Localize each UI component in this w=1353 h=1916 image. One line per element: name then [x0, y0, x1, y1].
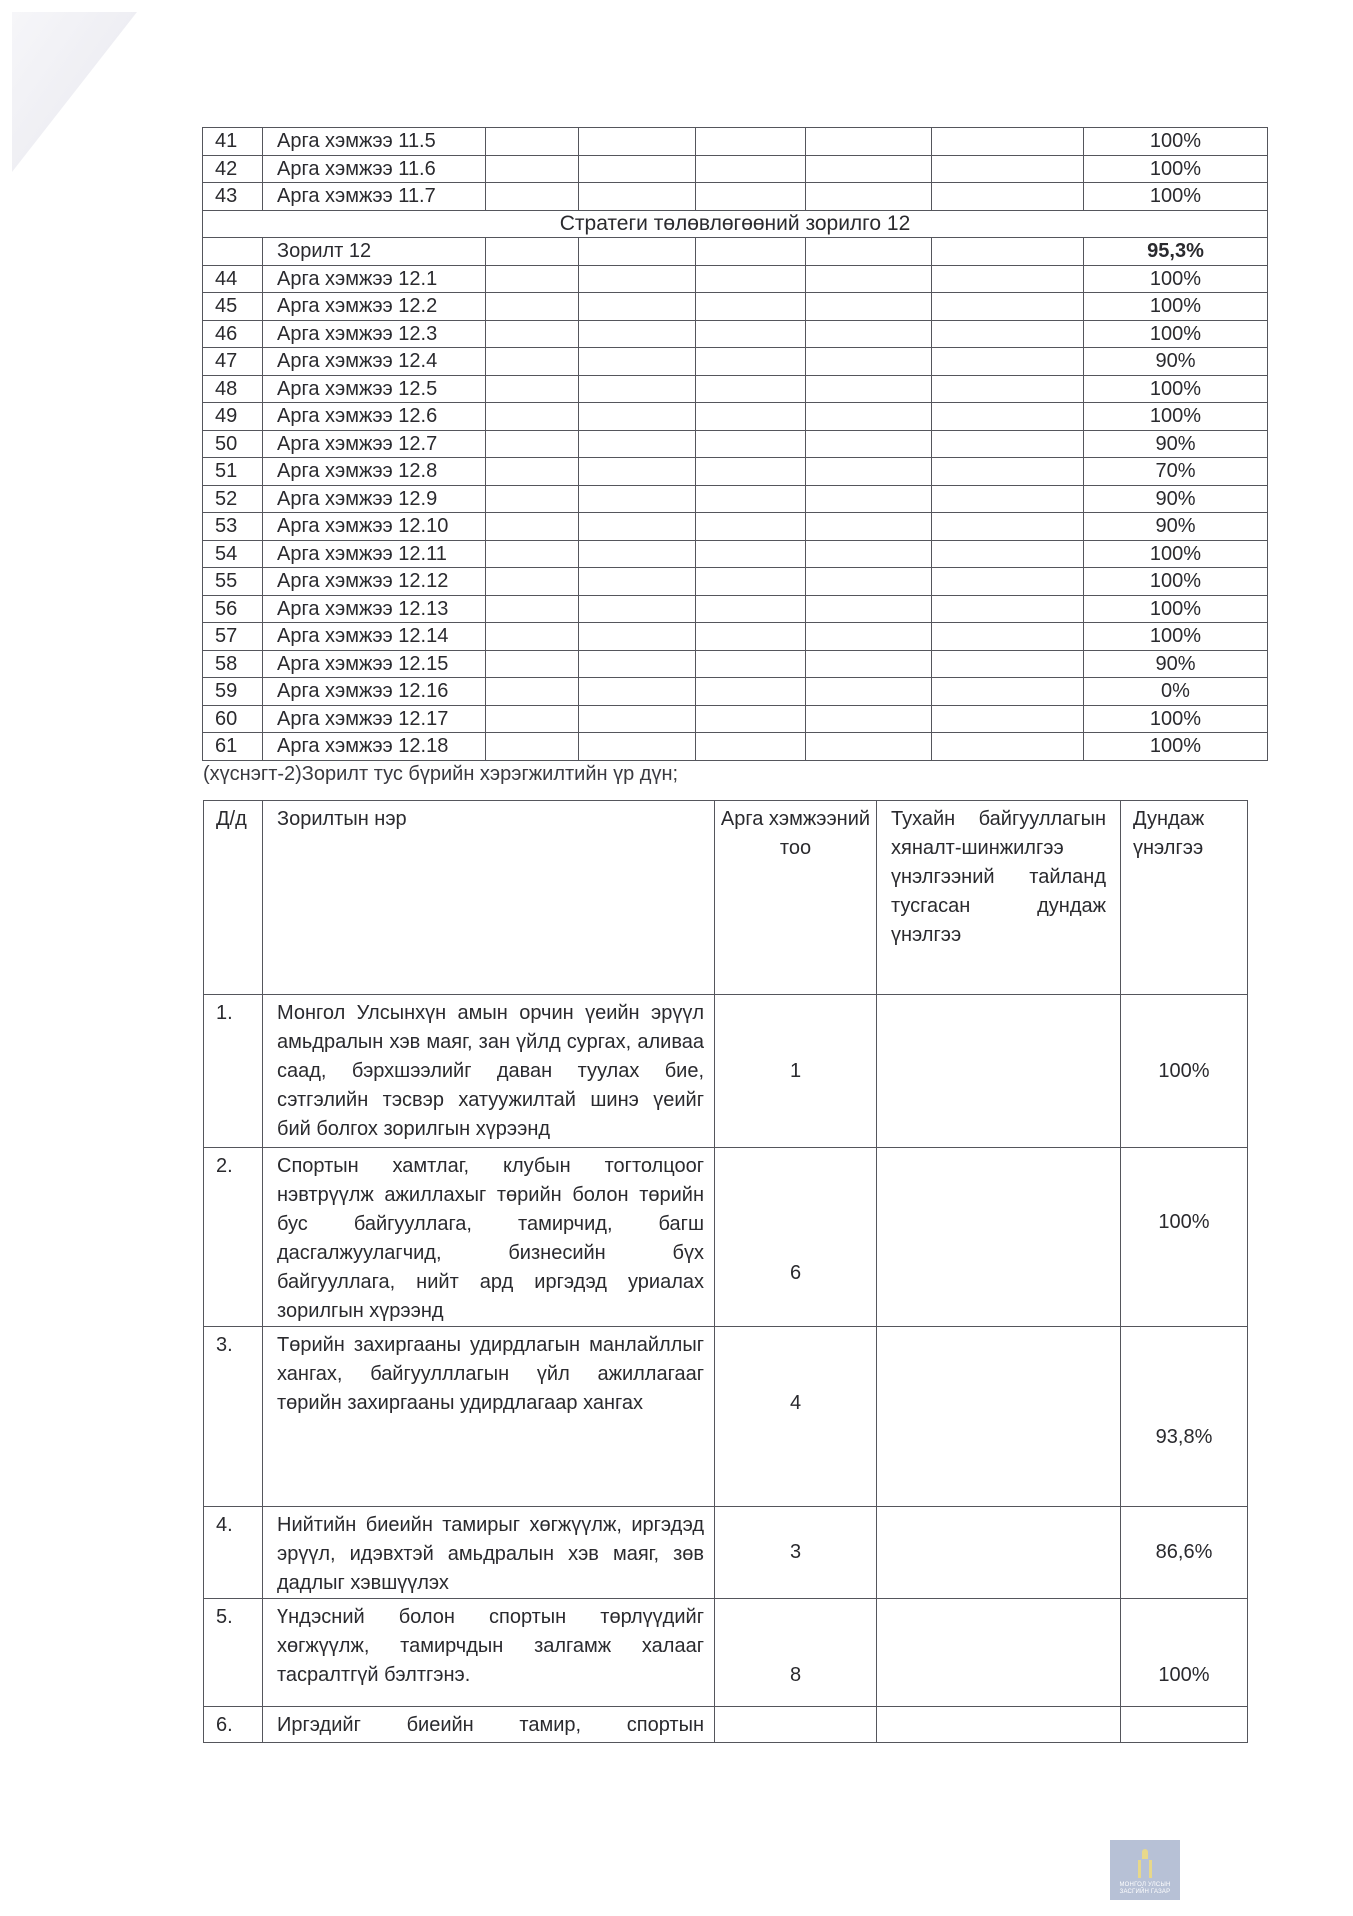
measure-name: Арга хэмжээ 12.7 — [263, 430, 486, 458]
measure-percent: 100% — [1084, 320, 1268, 348]
table-row — [203, 348, 1268, 376]
measure-name: Арга хэмжээ 12.13 — [263, 595, 486, 623]
page-corner-fold — [12, 12, 137, 172]
header-average: Дундаж үнэлгээ — [1121, 801, 1248, 995]
row-number: 44 — [203, 265, 263, 293]
row-number: 47 — [203, 348, 263, 376]
table-row — [203, 430, 1268, 458]
measure-percent: 100% — [1084, 375, 1268, 403]
row-number: 52 — [203, 485, 263, 513]
table-row — [203, 155, 1268, 183]
measure-percent: 90% — [1084, 430, 1268, 458]
report-avg — [877, 1148, 1121, 1327]
table-row — [203, 595, 1268, 623]
header-goal-name: Зорилтын нэр — [263, 801, 715, 995]
measure-name: Арга хэмжээ 12.10 — [263, 513, 486, 541]
table-row — [203, 733, 1268, 761]
table-row — [203, 540, 1268, 568]
table-row — [203, 513, 1268, 541]
measure-percent: 70% — [1084, 458, 1268, 486]
measure-name: Арга хэмжээ 11.5 — [263, 128, 486, 156]
measure-name: Арга хэмжээ 12.1 — [263, 265, 486, 293]
measure-percent: 90% — [1084, 650, 1268, 678]
measure-count: 3 — [715, 1507, 877, 1599]
measure-name: Арга хэмжээ 12.14 — [263, 623, 486, 651]
row-number: 58 — [203, 650, 263, 678]
row-number: 42 — [203, 155, 263, 183]
report-avg — [877, 1707, 1121, 1743]
measure-percent: 100% — [1084, 293, 1268, 321]
average-score: 93,8% — [1121, 1327, 1248, 1507]
table-row — [204, 1707, 1248, 1743]
measure-count: 4 — [715, 1327, 877, 1507]
measures-table — [202, 127, 1268, 761]
table-row — [203, 485, 1268, 513]
section-title: Стратеги төлөвлөгөөний зорилго 12 — [203, 210, 1268, 238]
measure-count: 1 — [715, 995, 877, 1148]
measure-percent: 90% — [1084, 485, 1268, 513]
measure-name: Арга хэмжээ 12.9 — [263, 485, 486, 513]
table-row — [203, 678, 1268, 706]
row-number: 59 — [203, 678, 263, 706]
measure-name: Арга хэмжээ 12.18 — [263, 733, 486, 761]
government-logo — [1110, 1840, 1180, 1900]
row-number: 51 — [203, 458, 263, 486]
row-index: 5. — [204, 1599, 263, 1707]
measure-name: Арга хэмжээ 12.6 — [263, 403, 486, 431]
goal-text: Иргэдийг биеийн тамир, спортын — [263, 1707, 715, 1743]
measure-name: Арга хэмжээ 12.16 — [263, 678, 486, 706]
measure-percent: 100% — [1084, 595, 1268, 623]
header-index: Д/д — [204, 801, 263, 995]
row-number: 46 — [203, 320, 263, 348]
measure-percent: 100% — [1084, 733, 1268, 761]
measure-percent: 100% — [1084, 540, 1268, 568]
measure-name: Арга хэмжээ 11.7 — [263, 183, 486, 211]
measure-name: Арга хэмжээ 12.11 — [263, 540, 486, 568]
measure-percent: 90% — [1084, 513, 1268, 541]
row-number: 50 — [203, 430, 263, 458]
goals-summary-table — [203, 800, 1248, 1743]
measure-percent: 0% — [1084, 678, 1268, 706]
logo-line2: ЗАСГИЙН ГАЗАР — [1119, 1889, 1171, 1895]
goal-text: Нийтийн биеийн тамирыг хөгжүүлж, иргэдэд эрүүл, идэвхтэй амьдралын хэв маяг, зөв дадлыг хэвшүүлэх — [263, 1507, 715, 1599]
section-title-row — [203, 210, 1268, 238]
measure-percent: 100% — [1084, 155, 1268, 183]
row-index: 4. — [204, 1507, 263, 1599]
row-index: 3. — [204, 1327, 263, 1507]
goal-text: Төрийн захиргааны удирдлагын манлайллыг хангах, байгуулллагын үйл ажиллагааг төрийн захиргааны удирдлагаар хангах — [263, 1327, 715, 1507]
measure-name: Арга хэмжээ 12.17 — [263, 705, 486, 733]
measure-name: Арга хэмжээ 12.12 — [263, 568, 486, 596]
report-avg — [877, 995, 1121, 1148]
row-number: 56 — [203, 595, 263, 623]
table-row — [204, 1507, 1248, 1599]
table-caption: (хүснэгт-2)Зорилт тус бүрийн хэрэгжилтийн үр дүн; — [203, 763, 679, 785]
row-number: 48 — [203, 375, 263, 403]
row-number: 49 — [203, 403, 263, 431]
table-row — [204, 1327, 1248, 1507]
goal-text: Үндэсний болон спортын төрлүүдийг хөгжүүлж, тамирчдын залгамж халааг тасралтгүй бэлтгэнэ. — [263, 1599, 715, 1707]
table-row — [203, 320, 1268, 348]
measure-name: Арга хэмжээ 12.15 — [263, 650, 486, 678]
measure-percent: 90% — [1084, 348, 1268, 376]
table-row — [204, 995, 1248, 1148]
table-row — [203, 128, 1268, 156]
goal-text: Спортын хамтлаг, клубын тогтолцоог нэвтрүүлж ажиллахыг төрийн болон төрийн бус байгууллага, тамирчид, багш дасгалжуулагчид, бизнесийн бүх байгууллага, нийт ард иргэдэд уриалах зорилгын хүрээнд — [263, 1148, 715, 1327]
measure-name: Арга хэмжээ 12.3 — [263, 320, 486, 348]
measure-name: Арга хэмжээ 12.5 — [263, 375, 486, 403]
measure-percent: 100% — [1084, 623, 1268, 651]
measure-name: Арга хэмжээ 12.2 — [263, 293, 486, 321]
goal-row — [203, 238, 1268, 266]
report-avg — [877, 1327, 1121, 1507]
measure-count: 6 — [715, 1148, 877, 1327]
report-avg — [877, 1599, 1121, 1707]
table-header-row — [204, 801, 1248, 995]
row-number: 53 — [203, 513, 263, 541]
table-row — [203, 705, 1268, 733]
table-row — [203, 403, 1268, 431]
table-row — [203, 265, 1268, 293]
measure-name: Арга хэмжээ 11.6 — [263, 155, 486, 183]
row-number — [203, 238, 263, 266]
goal-text: Монгол Улсынхүн амын орчин үеийн эрүүл амьдралын хэв маяг, зан үйлд сургах, аливаа саад, бэрхшээлийг даван туулах бие, сэтгэлийн тэсвэр хатуужилтай шинэ үеийг бий болгох зорилгын хүрээнд — [263, 995, 715, 1148]
logo-text — [1119, 1882, 1170, 1896]
measure-percent: 100% — [1084, 265, 1268, 293]
measure-percent: 100% — [1084, 568, 1268, 596]
table-row — [203, 568, 1268, 596]
table-row — [204, 1599, 1248, 1707]
row-index: 1. — [204, 995, 263, 1148]
average-score: 100% — [1121, 1148, 1248, 1327]
table-row — [203, 650, 1268, 678]
average-score: 86,6% — [1121, 1507, 1248, 1599]
row-number: 45 — [203, 293, 263, 321]
row-number: 57 — [203, 623, 263, 651]
logo-line1: МОНГОЛ УЛСЫН — [1119, 1882, 1171, 1888]
header-org-report-avg: Тухайн байгууллагын хяналт-шинжилгээ үнэлгээний тайланд тусгасан дундаж үнэлгээ — [877, 801, 1121, 995]
average-score: 100% — [1121, 1599, 1248, 1707]
row-number: 60 — [203, 705, 263, 733]
row-number: 61 — [203, 733, 263, 761]
row-index: 2. — [204, 1148, 263, 1327]
goal-percent: 95,3% — [1084, 238, 1268, 266]
table-row — [203, 375, 1268, 403]
row-number: 41 — [203, 128, 263, 156]
measure-percent: 100% — [1084, 403, 1268, 431]
measure-name: Арга хэмжээ 12.8 — [263, 458, 486, 486]
measure-count — [715, 1707, 877, 1743]
header-measure-count: Арга хэмжээний тоо — [715, 801, 877, 995]
table-row — [203, 458, 1268, 486]
measure-count: 8 — [715, 1599, 877, 1707]
row-number: 43 — [203, 183, 263, 211]
table-row — [203, 623, 1268, 651]
average-score — [1121, 1707, 1248, 1743]
table-row — [204, 1148, 1248, 1327]
measure-name: Арга хэмжээ 12.4 — [263, 348, 486, 376]
table-row — [203, 293, 1268, 321]
row-number: 55 — [203, 568, 263, 596]
goal-name: Зорилт 12 — [263, 238, 486, 266]
average-score: 100% — [1121, 995, 1248, 1148]
row-number: 54 — [203, 540, 263, 568]
row-index: 6. — [204, 1707, 263, 1743]
soyombo-emblem-icon — [1137, 1849, 1153, 1879]
report-avg — [877, 1507, 1121, 1599]
measure-percent: 100% — [1084, 128, 1268, 156]
measure-percent: 100% — [1084, 705, 1268, 733]
measure-percent: 100% — [1084, 183, 1268, 211]
table-row — [203, 183, 1268, 211]
